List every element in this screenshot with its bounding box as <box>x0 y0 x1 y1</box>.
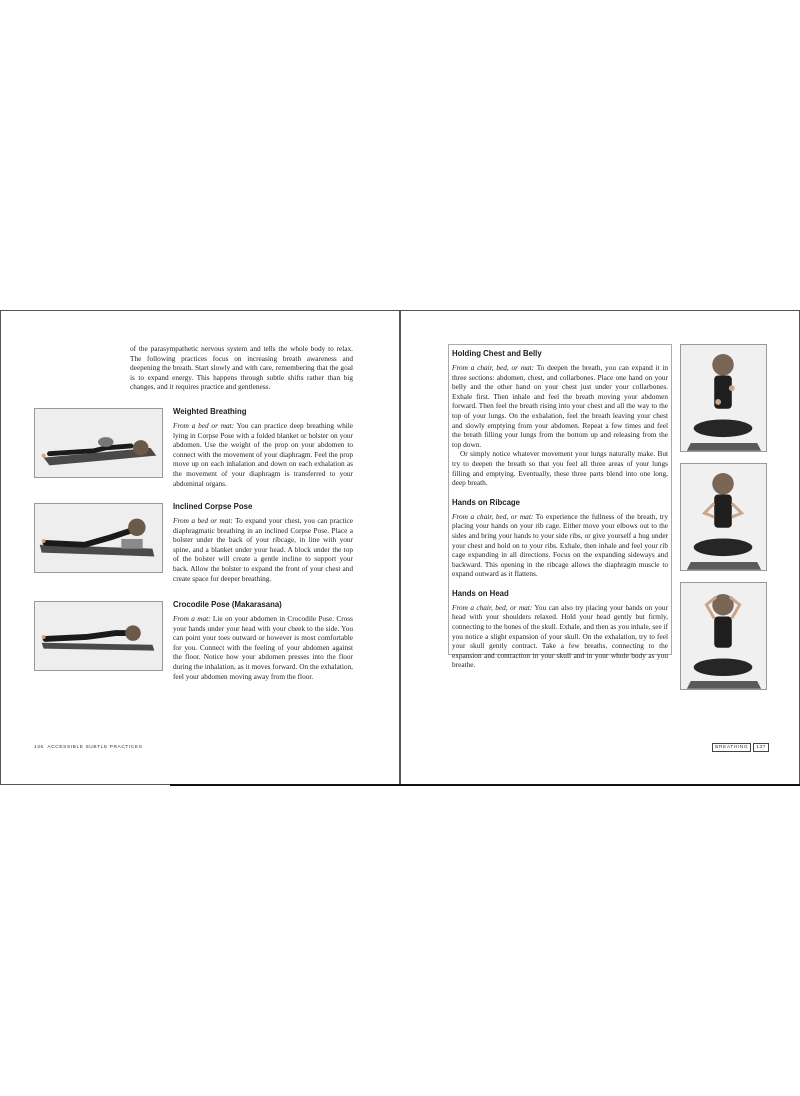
section-title: Hands on Ribcage <box>452 497 521 507</box>
inclined-corpse-pose-photo <box>34 503 163 573</box>
section-text-2: Or simply notice whatever movement your lungs naturally make. But try to deepen the breath so that you feel all three areas of your lungs filling and emptying. Eventually, these three parts blend into one long, deep breath. <box>452 449 668 488</box>
running-head: ACCESSIBLE SUBTLE PRACTICES <box>47 745 143 750</box>
hands-on-head-photo <box>680 582 767 690</box>
section-title: Crocodile Pose (Makarasana) <box>173 600 282 609</box>
left-page <box>0 310 400 785</box>
seated-ribcage-illustration <box>681 464 766 570</box>
section-inclined-corpse-pose <box>173 502 353 583</box>
spread-bottom-edge <box>170 784 800 786</box>
book-spread <box>0 310 800 785</box>
crocodile-pose-illustration <box>35 602 162 670</box>
section-weighted-breathing <box>173 407 353 488</box>
section-text: You can also try placing your hands on your head with your shoulders relaxed. Hold your head gently but firmly, connecting to the bones of the skull. Exhale, and then as you inhale, see if you notice a slight expansion of your skull. On the exhalation, try to feel your skull gently contract. Take a few breaths, connecting to the expansion and contraction in your skull and in your whole body as you breathe. <box>452 602 668 670</box>
section-title: Inclined Corpse Pose <box>173 502 253 511</box>
section-text: To expand your chest, you can practice diaphragmatic breathing in an inclined Corpse Pose. Place a bolster under the back of your ribcage, in line with your spine, and a blanket under your head. A block under the top of the bolster will create a gentle incline to support your back. Allow the bolster to expand the front of your chest and create space for deeper breathing. <box>173 516 353 583</box>
section-title: Hands on Head <box>452 588 509 598</box>
left-folio <box>34 745 143 750</box>
seated-head-illustration <box>681 583 766 689</box>
right-page <box>400 310 800 785</box>
section-lead: From a chair, bed, or mat: <box>452 602 533 612</box>
section-text: You can practice deep breathing while lying in Corpse Pose with a folded blanket or bolster on your abdomen. Use the weight of the prop on your abdomen to connect with the movement of your diaphragm. Feel the prop move up on each inhalation and down on each exhalation as the movement of your diaphragm is transferred to your abdominal organs. <box>173 421 354 488</box>
crocodile-pose-photo <box>34 601 163 671</box>
page-number: 136 <box>34 745 44 750</box>
section-text: Lie on your abdomen in Crocodile Pose. Cross your hands under your head with your cheek to the side. You can point your toes outward or however is most comfortable for you. Connect with the feeling of your abdomen against the floor. Notice how your abdomen presses into the floor during the inhalation, as it moves forward. On the exhalation, feel your abdomen moving away from the floor. <box>173 614 353 681</box>
holding-chest-and-belly-photo <box>680 344 767 452</box>
section-crocodile-pose <box>173 600 353 681</box>
section-lead: From a mat: <box>173 614 211 623</box>
section-lead: From a bed or mat: <box>173 516 233 525</box>
seated-chest-belly-illustration <box>681 345 766 451</box>
section-lead: From a chair, bed, or mat: <box>452 363 535 372</box>
inclined-corpse-illustration <box>35 504 162 572</box>
intro-paragraph: of the parasympathetic nervous system and tells the whole body to relax. The following practices focus on increasing breath awareness and deepening the breath. Start slowly and with care, remembering that the goal is to expand energy. This happens through subtle shifts rather than big changes, and it requires practice and gentleness. <box>130 344 353 392</box>
section-lead: From a bed or mat: <box>173 421 235 430</box>
right-folio <box>712 743 769 752</box>
hands-on-ribcage-photo <box>680 463 767 571</box>
section-title: Weighted Breathing <box>173 407 247 416</box>
running-head: BREATHING <box>712 743 751 752</box>
section-text: To deepen the breath, you can expand it in three sections: abdomen, chest, and collarbones. Place one hand on your belly and the other hand on your chest just under your collarbones. Exhale first. Then inhale and feel the breath moving your abdomen forward. Then feel the breath rising into your chest and all the way to the top of your lungs. On the exhalation, feel the breath leaving your chest and slowly emptying from your abdomen. Repeat a few times and feel the breath filling your lungs from the bottom up and releasing from the top down. <box>452 363 668 449</box>
section-holding-chest-and-belly <box>452 349 668 488</box>
practices-sidebar <box>448 344 672 670</box>
section-hands-on-ribcage <box>452 498 668 579</box>
section-hands-on-head <box>452 589 668 670</box>
weighted-breathing-photo <box>34 408 163 478</box>
weighted-breathing-illustration <box>35 409 162 477</box>
section-title: Holding Chest and Belly <box>452 349 542 358</box>
page-number: 137 <box>753 743 769 752</box>
section-text: To experience the fullness of the breath, try placing your hands on your rib cage. Either move your elbows out to the sides and bring your hands to your side ribs, or give yourself a hug under your chest and hold on to your ribs. Exhale, then inhale and feel your rib cage expanding in all directions. Focus on the expanding sideways and backward. This opening in the ribcage allows the diaphragm muscle to expand outward as it flattens. <box>452 511 668 579</box>
section-lead: From a chair, bed, or mat: <box>452 511 534 521</box>
